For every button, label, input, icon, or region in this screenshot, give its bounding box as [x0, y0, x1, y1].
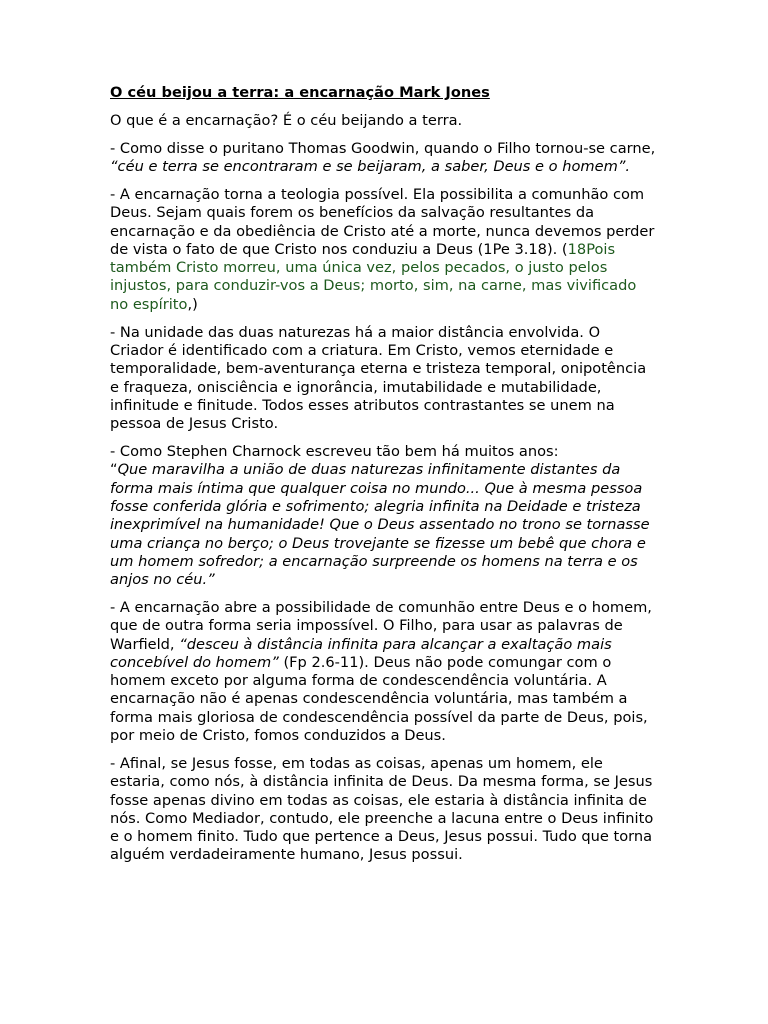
warfield-quote: “desceu à distância infinita para alcançar a exaltação mais concebível do homem”: [110, 635, 612, 671]
paragraph-end: ,): [187, 295, 198, 313]
paragraph-intro: O que é a encarnação? É o céu beijando a terra.: [110, 111, 463, 129]
paragraph-communion: [110, 599, 658, 745]
open-quote-mark: “: [110, 461, 118, 479]
title-text: O céu beijou a terra: a encarnação Mark Jones: [110, 84, 490, 101]
paragraph-theology: [110, 186, 658, 314]
paragraph-goodwin: [110, 140, 658, 177]
paragraph-text: - Como Stephen Charnock escreveu tão bem há muitos anos:: [110, 443, 559, 461]
paragraph-text: - A encarnação abre a possibilidade de comunhão entre Deus e o homem, que de outra forma seria impossível. O Filho, para usar as palavras de Warfield,: [110, 598, 652, 653]
document-title: [110, 84, 658, 102]
bible-verse: 18Pois também Cristo morreu, uma única vez, pelos pecados, o justo pelos injustos, para conduzir-vos a Deus; morto, sim, na carne, mas vivificado no espírito: [110, 240, 637, 313]
paragraph-text: - Como disse o puritano Thomas Goodwin, quando o Filho tornou-se carne,: [110, 139, 656, 157]
document-body: [110, 84, 658, 874]
paragraph-two-natures: - Na unidade das duas naturezas há a maior distância envolvida. O Criador é identificado com a criatura. Em Cristo, vemos eternidade e temporalidade, bem-aventurança eterna e tristeza temporal, onipotência e fraqueza, onisciência e ignorância, imutabilidade e mutabilidade, infinitude e finitude. Todos esses atributos contrastantes se unem na pessoa de Jesus Cristo.: [110, 323, 647, 433]
paragraph-mediator: - Afinal, se Jesus fosse, em todas as coisas, apenas um homem, ele estaria, como nós, à distância infinita de Deus. Da mesma forma, se Jesus fosse apenas divino em todas as coisas, ele estaria à distância infinita de nós. Como Mediador, contudo, ele preenche a lacuna entre o Deus infinito e o homem finito. Tudo que pertence a Deus, Jesus possui. Tudo que torna alguém verdadeiramente humano, Jesus possui.: [110, 754, 654, 864]
paragraph-charnock: [110, 443, 658, 589]
paragraph-end: (Fp 2.6-11). Deus não pode comungar com o homem exceto por alguma forma de condescendência voluntária. A encarnação não é apenas condescendência voluntária, mas também a forma mais gloriosa de condescendência possível da parte de Deus, pois, por meio de Cristo, fomos conduzidos a Deus.: [110, 653, 648, 745]
paragraph-text: - A encarnação torna a teologia possível. Ela possibilita a comunhão com Deus. Sejam quais forem os benefícios da salvação resultantes da encarnação e da obediência de Cristo até a morte, nunca devemos perder de vista o fato de que Cristo nos conduziu a Deus (1Pe 3.18). (: [110, 185, 655, 258]
goodwin-quote: “céu e terra se encontraram e se beijaram, a saber, Deus e o homem”.: [110, 158, 631, 176]
charnock-quote: Que maravilha a união de duas naturezas infinitamente distantes da forma mais íntima que qualquer coisa no mundo... Que à mesma pessoa fosse conferida glória e sofrimento; alegria infinita na Deidade e tristeza inexprimível na humanidade! Que o Deus assentado no trono se tornasse uma criança no berço; o Deus trovejante se fizesse um bebê que chora e um homem sofredor; a encarnação surpreende os homens na terra e os anjos no céu.”: [110, 461, 650, 589]
